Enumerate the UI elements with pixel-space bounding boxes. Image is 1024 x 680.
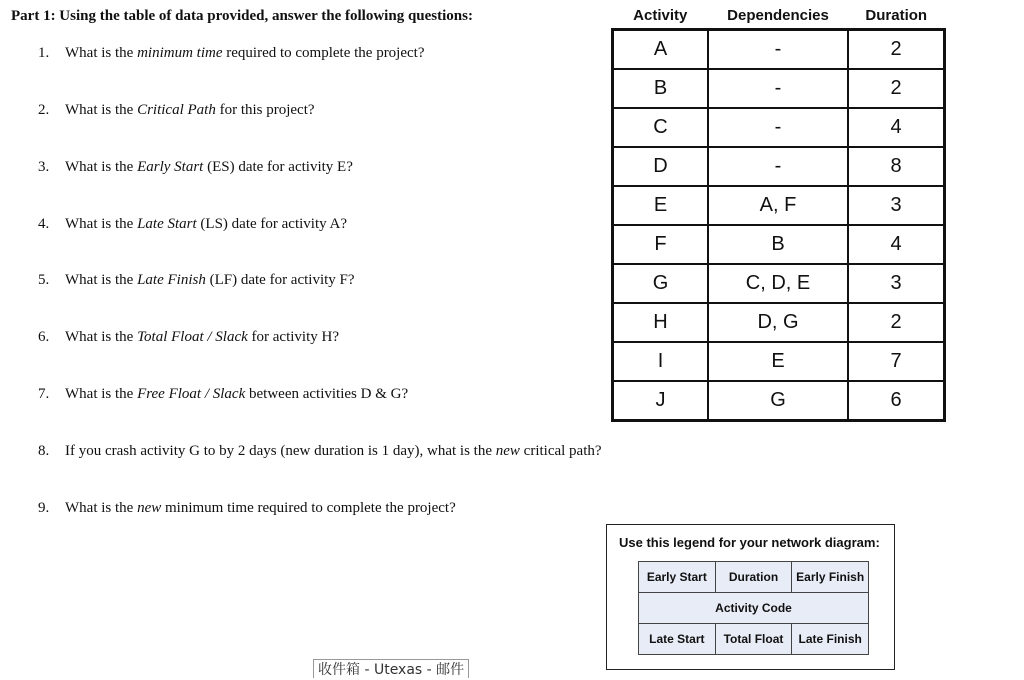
header-activity: Activity	[633, 7, 688, 24]
question-emphasis: Early Start	[137, 159, 204, 175]
question-2	[38, 102, 315, 119]
legend-activity-code: Activity Code	[715, 601, 792, 615]
question-number: 2.	[38, 102, 50, 118]
dependencies-cell: -	[708, 108, 848, 147]
duration-cell: 2	[848, 303, 945, 342]
duration-cell: 3	[848, 186, 945, 225]
question-1	[38, 45, 425, 62]
question-number: 6.	[38, 329, 50, 345]
legend-duration: Duration	[715, 562, 792, 592]
dependencies-cell: B	[708, 225, 848, 264]
question-text: If you crash activity G to by 2 days (new duration is 1 day), what is the	[65, 443, 496, 459]
question-8	[38, 443, 602, 460]
question-text: What is the	[65, 386, 138, 402]
activity-cell: C	[613, 108, 709, 147]
question-9	[38, 500, 456, 517]
dependencies-cell: C, D, E	[708, 264, 848, 303]
question-number: 7.	[38, 386, 50, 402]
question-number: 8.	[38, 443, 50, 459]
dependencies-cell: -	[708, 147, 848, 186]
question-text-end: minimum time required to complete the project?	[161, 500, 456, 516]
question-5	[38, 272, 355, 289]
table-row	[613, 264, 945, 303]
legend-bottom-row	[639, 623, 868, 654]
question-emphasis: minimum time	[137, 45, 223, 61]
question-4	[38, 216, 347, 233]
legend-box	[606, 524, 895, 670]
dependencies-cell: -	[708, 30, 848, 70]
table-row	[613, 342, 945, 381]
question-emphasis: new	[495, 443, 520, 459]
question-text: What is the	[65, 216, 138, 232]
legend-node-diagram	[638, 561, 869, 655]
question-text: What is the	[65, 500, 138, 516]
duration-cell: 2	[848, 30, 945, 70]
legend-early-start: Early Start	[646, 570, 707, 584]
table-row	[613, 147, 945, 186]
legend-middle-row	[639, 592, 868, 623]
question-number: 1.	[38, 45, 50, 61]
table-row	[613, 303, 945, 342]
table-row	[613, 108, 945, 147]
question-3	[38, 159, 353, 176]
question-emphasis: new	[137, 500, 162, 516]
activity-cell: G	[613, 264, 709, 303]
duration-cell: 7	[848, 342, 945, 381]
table-row	[613, 30, 945, 70]
question-text-end: critical path?	[519, 443, 602, 459]
activity-cell: H	[613, 303, 709, 342]
question-emphasis: Critical Path	[137, 102, 216, 118]
duration-cell: 6	[848, 381, 945, 421]
question-text-end: for this project?	[215, 102, 315, 118]
question-emphasis: Late Start	[137, 216, 197, 232]
duration-cell: 3	[848, 264, 945, 303]
table-row	[613, 186, 945, 225]
activity-cell: J	[613, 381, 709, 421]
question-text: What is the	[65, 45, 138, 61]
taskbar-tooltip: 收件箱 - Utexas - 邮件	[313, 659, 469, 678]
legend-late-finish: Late Finish	[791, 624, 868, 654]
legend-title: Use this legend for your network diagram:	[619, 535, 880, 550]
header-dependencies: Dependencies	[727, 7, 829, 24]
duration-cell: 2	[848, 69, 945, 108]
table-row	[613, 381, 945, 421]
question-emphasis: Free Float / Slack	[137, 386, 246, 402]
question-number: 9.	[38, 500, 50, 516]
question-text-end: between activities D & G?	[245, 386, 409, 402]
question-text-end: required to complete the project?	[222, 45, 425, 61]
question-6	[38, 329, 339, 346]
legend-late-start: Late Start	[649, 632, 705, 646]
question-text: What is the	[65, 159, 138, 175]
activity-cell: I	[613, 342, 709, 381]
table-header-row	[613, 7, 945, 30]
question-text-end: (LF) date for activity F?	[205, 272, 355, 288]
header-duration: Duration	[865, 7, 928, 24]
page-heading: Part 1: Using the table of data provided, answer the following questions:	[11, 8, 473, 24]
dependencies-cell: E	[708, 342, 848, 381]
question-emphasis: Late Finish	[137, 272, 206, 288]
question-emphasis: Total Float / Slack	[137, 329, 248, 345]
question-text-end: (ES) date for activity E?	[203, 159, 353, 175]
activity-table	[611, 7, 946, 422]
duration-cell: 8	[848, 147, 945, 186]
question-number: 3.	[38, 159, 50, 175]
activity-cell: A	[613, 30, 709, 70]
question-text: What is the	[65, 272, 138, 288]
legend-top-row	[639, 562, 868, 592]
question-7	[38, 386, 408, 403]
activity-cell: F	[613, 225, 709, 264]
duration-cell: 4	[848, 225, 945, 264]
question-number: 5.	[38, 272, 50, 288]
activity-cell: E	[613, 186, 709, 225]
question-text: What is the	[65, 102, 138, 118]
legend-early-finish: Early Finish	[791, 562, 868, 592]
dependencies-cell: A, F	[708, 186, 848, 225]
question-text-end: (LS) date for activity A?	[196, 216, 348, 232]
question-text: What is the	[65, 329, 138, 345]
dependencies-cell: G	[708, 381, 848, 421]
question-number: 4.	[38, 216, 50, 232]
duration-cell: 4	[848, 108, 945, 147]
table-row	[613, 225, 945, 264]
activity-cell: B	[613, 69, 709, 108]
question-text-end: for activity H?	[247, 329, 339, 345]
table-row	[613, 69, 945, 108]
dependencies-cell: D, G	[708, 303, 848, 342]
activity-cell: D	[613, 147, 709, 186]
legend-total-float: Total Float	[715, 624, 792, 654]
dependencies-cell: -	[708, 69, 848, 108]
